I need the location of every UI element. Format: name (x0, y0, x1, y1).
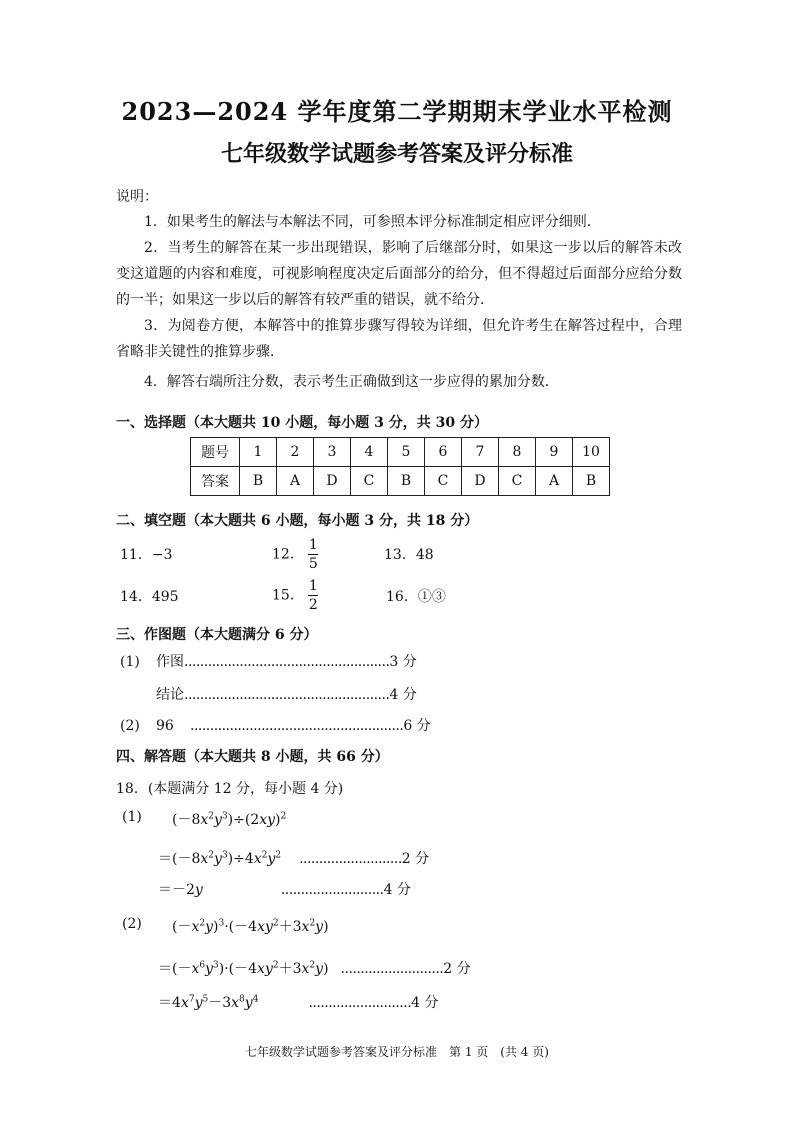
leader-dots: .......................... (340, 961, 444, 977)
q15-number: 15． (272, 587, 304, 604)
part-number: (1) (120, 654, 140, 670)
q12 (272, 536, 318, 573)
score: 4 分 (389, 687, 417, 703)
q14-number: 14． (120, 589, 152, 605)
q15-fraction (308, 577, 318, 614)
table-cell: A (536, 467, 573, 496)
section3-line-3 (120, 715, 431, 735)
leader-dots: .......................... (299, 851, 402, 867)
q12-number: 12． (272, 546, 304, 563)
table-cell: 8 (499, 438, 536, 467)
q13 (384, 544, 434, 564)
table-cell: 2 (277, 438, 314, 467)
table-cell: 7 (462, 438, 499, 467)
note-4 (116, 369, 682, 395)
table-cell: C (425, 467, 462, 496)
q15-numerator: 1 (308, 578, 318, 594)
table-cell: 10 (573, 438, 610, 467)
notes-heading: 说明： (116, 189, 158, 205)
score: 6 分 (403, 718, 431, 734)
section2-heading: 二、填空题（本大题共 6 小题，每小题 3 分，共 18 分） (116, 513, 479, 529)
table-cell: B (240, 467, 277, 496)
table-row (191, 438, 610, 467)
q12-fraction (308, 536, 318, 573)
section3-line-2 (120, 684, 417, 704)
table-cell: C (499, 467, 536, 496)
table-cell: 6 (425, 438, 462, 467)
page-footer: 七年级数学试题参考答案及评分标准 第 1 页 (共 4 页) (245, 1045, 549, 1059)
q16-answer: ①③ (417, 589, 446, 605)
page-subtitle: 七年级数学试题参考答案及评分标准 (220, 141, 573, 167)
leader-dots: .................................................... (184, 687, 390, 703)
q15-denominator: 2 (308, 597, 318, 613)
score: 2 分 (401, 851, 430, 867)
line-label: 96 (156, 718, 174, 734)
table-cell: 4 (351, 438, 388, 467)
line-label: 作图 (156, 654, 184, 670)
table-cell: D (462, 467, 499, 496)
part-number: (2) (120, 718, 140, 734)
q16 (386, 586, 446, 606)
answer-table (190, 437, 610, 496)
table-header-answer: 答案 (191, 467, 240, 496)
table-cell: B (388, 467, 425, 496)
note-3-text: 3．为阅卷方便，本解答中的推算步骤写得较为详细，但允许考生在解答过程中，合理省略非关键性的推算步骤． (116, 318, 682, 360)
q18-part1-step2: ＝－2y ..........................4 分 (158, 882, 411, 898)
leader-dots: .................................................... (184, 654, 390, 670)
q11-number: 11． (120, 547, 152, 563)
leader-dots: ...................................................... (190, 718, 404, 734)
table-cell: 3 (314, 438, 351, 467)
q18-part2-step1: $=(-x^6y^3)\cdot(-4xy^2+3x^2y)$ ..........................2 分 (158, 960, 471, 977)
q18-part2-step2: $=4x^7y^5-3x^8y^4$ ..........................4 分 (158, 994, 439, 1011)
score: 3 分 (389, 654, 417, 670)
q13-answer: 48 (415, 547, 434, 563)
q18-part2-expression: $(-x^2y)^3\cdot(-4xy^2+3x^2y)$ (172, 918, 329, 935)
table-cell: 1 (240, 438, 277, 467)
section3-heading: 三、作图题（本大题满分 6 分） (116, 627, 318, 643)
table-row (191, 467, 610, 496)
section3-line-1 (120, 651, 417, 671)
q18-part1-expression: $(-8x^2y^3)\div(2xy)^2$ (172, 811, 287, 828)
table-header-number: 题号 (191, 438, 240, 467)
note-2-text: 2．当考生的解答在某一步出现错误，影响了后继部分时，如果这一步以后的解答未改变这道题的内容和难度，可视影响程度决定后面部分的给分，但不得超过后面部分应给分数的一半；如果这一步以后的解答有较严重的错误，就不给分． (116, 240, 682, 308)
score: 4 分 (411, 995, 439, 1011)
note-4-text: 4．解答右端所注分数，表示考生正确做到这一步应得的累加分数． (144, 374, 559, 390)
q11-answer: −3 (151, 547, 173, 563)
note-1-text: 1．如果考生的解法与本解法不同，可参照本评分标准制定相应评分细则． (144, 214, 601, 230)
leader-dots: .......................... (280, 882, 384, 898)
score: 4 分 (383, 882, 411, 898)
section1-heading: 一、选择题（本大题共 10 小题，每小题 3 分，共 30 分） (116, 415, 488, 431)
note-1 (116, 209, 682, 235)
table-cell: D (314, 467, 351, 496)
q18-part1-step1: $=(-8x^2y^3)\div 4x^2y^2$ ..........................2 分 (158, 850, 430, 867)
note-3 (116, 313, 682, 365)
table-cell: 9 (536, 438, 573, 467)
q12-numerator: 1 (308, 537, 318, 553)
q12-denominator: 5 (308, 556, 318, 572)
q11 (120, 544, 172, 564)
score: 2 分 (443, 961, 471, 977)
table-cell: B (573, 467, 610, 496)
q16-number: 16． (386, 589, 418, 605)
note-2 (116, 235, 682, 313)
line-label: 结论 (156, 687, 184, 703)
section4-heading: 四、解答题（本大题共 8 小题，共 66 分） (116, 749, 389, 765)
q13-number: 13． (384, 547, 416, 563)
q18-part1-number: (1) (122, 809, 142, 825)
leader-dots: .......................... (308, 995, 412, 1011)
table-cell: 5 (388, 438, 425, 467)
page-title: 2023—2024 学年度第二学期期末学业水平检测 (121, 97, 673, 126)
table-cell: C (351, 467, 388, 496)
q14 (120, 586, 179, 606)
q14-answer: 495 (151, 589, 179, 605)
table-cell: A (277, 467, 314, 496)
q18-part2-number: (2) (122, 916, 142, 932)
q15 (272, 577, 318, 614)
q18-heading: 18．(本题满分 12 分，每小题 4 分) (116, 781, 344, 797)
